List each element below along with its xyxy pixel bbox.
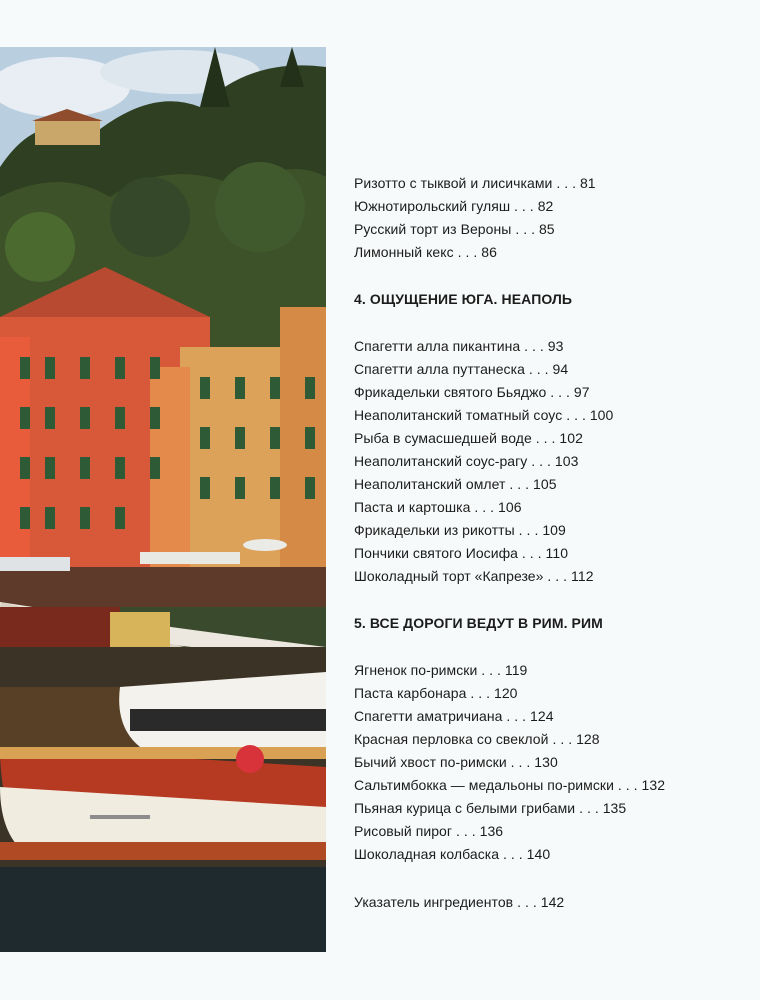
toc-entry[interactable]: Ризотто с тыквой и лисичками . . . 81 (354, 175, 596, 191)
harbor-photo (0, 47, 326, 952)
toc-entry[interactable]: Фрикадельки святого Бьяджо . . . 97 (354, 384, 590, 400)
toc-entry[interactable]: Спагетти алла пикантина . . . 93 (354, 338, 564, 354)
toc-entry[interactable]: Паста карбонара . . . 120 (354, 685, 518, 701)
section-heading-rome[interactable]: 5. ВСЕ ДОРОГИ ВЕДУТ В РИМ. РИМ (354, 615, 603, 631)
toc-index-entry[interactable]: Указатель ингредиентов . . . 142 (354, 894, 565, 910)
toc-entry[interactable]: Южнотирольский гуляш . . . 82 (354, 198, 554, 214)
toc-entry[interactable]: Бычий хвост по-римски . . . 130 (354, 754, 558, 770)
toc-entry[interactable]: Спагетти алла путтанеска . . . 94 (354, 361, 569, 377)
toc-entry[interactable]: Паста и картошка . . . 106 (354, 499, 522, 515)
toc-entry[interactable]: Красная перловка со свеклой . . . 128 (354, 731, 600, 747)
toc-entry[interactable]: Рыба в сумасшедшей воде . . . 102 (354, 430, 583, 446)
toc-entry[interactable]: Неаполитанский омлет . . . 105 (354, 476, 557, 492)
toc-entry[interactable]: Рисовый пирог . . . 136 (354, 823, 504, 839)
toc-entry[interactable]: Неаполитанский томатный соус . . . 100 (354, 407, 614, 423)
toc-entry[interactable]: Спагетти аматричиана . . . 124 (354, 708, 554, 724)
toc-entry[interactable]: Русский торт из Вероны . . . 85 (354, 221, 555, 237)
section-heading-naples[interactable]: 4. ОЩУЩЕНИЕ ЮГА. НЕАПОЛЬ (354, 291, 573, 307)
toc-entry[interactable]: Ягненок по-римски . . . 119 (354, 662, 528, 678)
toc-entry[interactable]: Лимонный кекс . . . 86 (354, 244, 497, 260)
toc-entry[interactable]: Неаполитанский соус-рагу . . . 103 (354, 453, 579, 469)
toc-entry[interactable]: Фрикадельки из рикотты . . . 109 (354, 522, 566, 538)
toc-entry[interactable]: Сальтимбокка — медальоны по-римски . . . 132 (354, 777, 666, 793)
toc-entry[interactable]: Шоколадная колбаска . . . 140 (354, 846, 551, 862)
toc-entry[interactable]: Пьяная курица с белыми грибами . . . 135 (354, 800, 627, 816)
toc-entry[interactable]: Пончики святого Иосифа . . . 110 (354, 545, 569, 561)
toc-entry[interactable]: Шоколадный торт «Капрезе» . . . 112 (354, 568, 594, 584)
